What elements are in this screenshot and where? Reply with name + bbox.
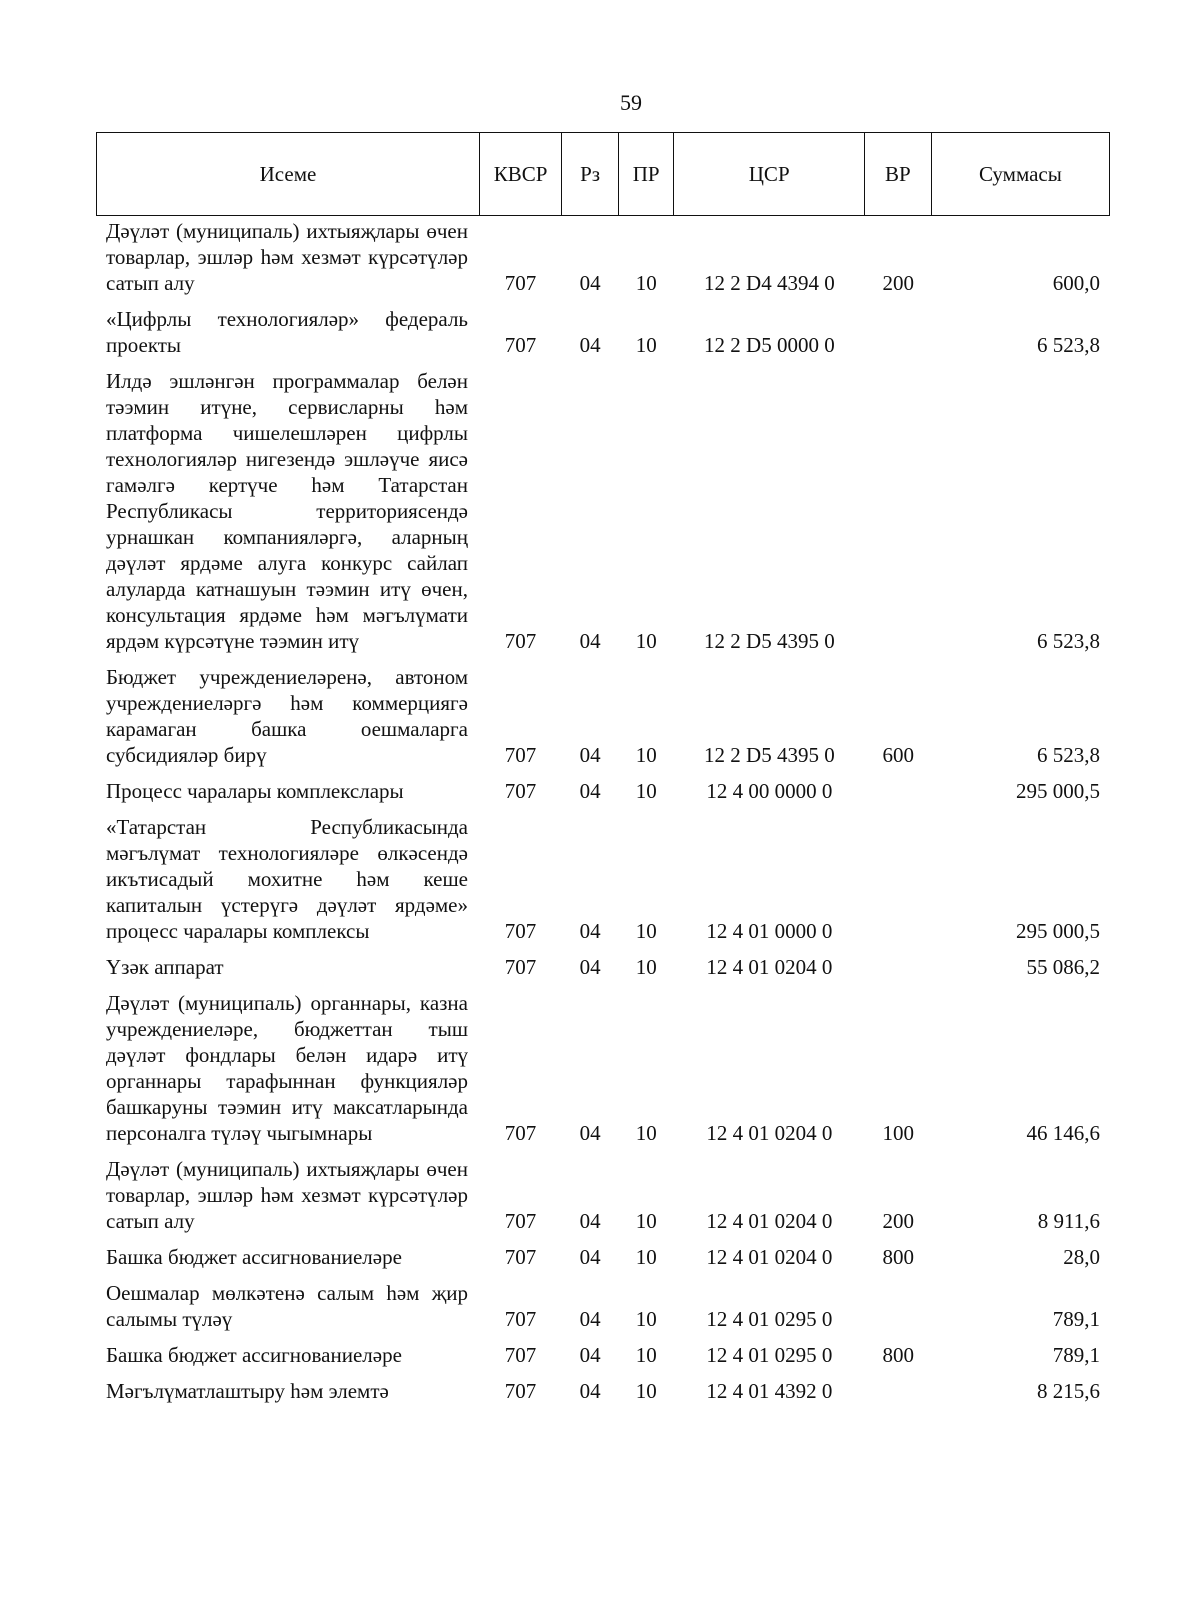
cell-name — [96, 778, 479, 814]
cell-sum: 600,0 — [1052, 271, 1100, 295]
cell-name — [96, 306, 479, 368]
cell-sum: 6 523,8 — [1037, 629, 1100, 653]
cell-pr: 10 — [635, 1209, 657, 1233]
cell-vr: 200 — [882, 271, 914, 295]
cell-kvsr: 707 — [504, 629, 537, 653]
cell-pr: 10 — [635, 1121, 657, 1145]
cell-vr — [865, 1378, 932, 1414]
cell-rz: 04 — [579, 1121, 601, 1145]
cell-sum: 6 523,8 — [1037, 333, 1100, 357]
row-name-text: Мәгълүматлаштыру һәм элемтә — [106, 1379, 389, 1403]
header-kvsr: КВСР — [479, 133, 561, 216]
header-sum: Суммасы — [931, 133, 1109, 216]
table-row — [96, 1156, 1110, 1244]
cell-sum: 28,0 — [1063, 1245, 1100, 1269]
row-name-text: Башка бюджет ассигнованиеләре — [106, 1245, 402, 1269]
cell-rz: 04 — [579, 271, 601, 295]
cell-name — [96, 1378, 479, 1414]
row-name-text: Үзәк аппарат — [106, 955, 224, 979]
cell-name — [96, 1244, 479, 1280]
row-name-text: Процесс чаралары комплекслары — [106, 779, 404, 803]
cell-kvsr: 707 — [504, 271, 537, 295]
cell-name — [96, 814, 479, 954]
cell-vr — [865, 814, 932, 954]
cell-vr: 800 — [882, 1245, 914, 1269]
cell-pr: 10 — [635, 333, 657, 357]
cell-kvsr: 707 — [504, 1245, 537, 1269]
cell-kvsr: 707 — [504, 333, 537, 357]
cell-sum: 295 000,5 — [1016, 779, 1100, 803]
page-number: 59 — [620, 90, 642, 115]
cell-csr: 12 2 D5 4395 0 — [704, 743, 835, 767]
cell-rz: 04 — [579, 1209, 601, 1233]
table-row — [96, 368, 1110, 664]
cell-name — [96, 1342, 479, 1378]
cell-sum: 55 086,2 — [1026, 955, 1100, 979]
row-name-text: Дәүләт (муниципаль) ихтыяҗлары өчен товарлар, эшләр һәм хезмәт күрсәтүләр сатып алу — [106, 1157, 468, 1233]
table-row — [96, 218, 1110, 306]
cell-csr: 12 4 01 0204 0 — [706, 1209, 833, 1233]
cell-csr: 12 2 D5 4395 0 — [704, 629, 835, 653]
cell-kvsr: 707 — [504, 1343, 537, 1367]
cell-kvsr: 707 — [504, 779, 537, 803]
cell-pr: 10 — [635, 743, 657, 767]
cell-csr: 12 4 01 0204 0 — [706, 955, 833, 979]
cell-rz: 04 — [579, 743, 601, 767]
table-body — [96, 218, 1110, 1414]
cell-vr: 200 — [882, 1209, 914, 1233]
cell-csr: 12 4 01 0295 0 — [706, 1343, 833, 1367]
row-name-text: Бюджет учреждениеләренә, автоном учреждениеләргә һәм коммерциягә карамаган башка оешмаларга субсидияләр бирү — [106, 665, 468, 767]
cell-vr — [865, 368, 932, 664]
cell-rz: 04 — [579, 1343, 601, 1367]
table-row — [96, 1378, 1110, 1414]
header-rz: Рз — [562, 133, 619, 216]
cell-kvsr: 707 — [504, 919, 537, 943]
cell-vr: 100 — [882, 1121, 914, 1145]
cell-name — [96, 368, 479, 664]
cell-csr: 12 4 01 0000 0 — [706, 919, 833, 943]
cell-rz: 04 — [579, 779, 601, 803]
cell-vr — [865, 306, 932, 368]
cell-sum: 295 000,5 — [1016, 919, 1100, 943]
cell-kvsr: 707 — [504, 1209, 537, 1233]
cell-pr: 10 — [635, 1245, 657, 1269]
table-row — [96, 306, 1110, 368]
table-row — [96, 1280, 1110, 1342]
cell-pr: 10 — [635, 919, 657, 943]
cell-csr: 12 4 00 0000 0 — [706, 779, 833, 803]
cell-kvsr: 707 — [504, 1307, 537, 1331]
header-pr: ПР — [618, 133, 674, 216]
header-vr: ВР — [864, 133, 931, 216]
row-name-text: «Цифрлы технологияләр» федераль проекты — [106, 307, 468, 357]
cell-pr: 10 — [635, 1379, 657, 1403]
cell-kvsr: 707 — [504, 955, 537, 979]
table-row — [96, 990, 1110, 1156]
table-row — [96, 778, 1110, 814]
cell-kvsr: 707 — [504, 1121, 537, 1145]
cell-pr: 10 — [635, 1343, 657, 1367]
row-name-text: Дәүләт (муниципаль) органнары, казна учреждениеләре, бюджеттан тыш дәүләт фондлары белән идарә итү органнары тарафыннан функцияләр башкаруны тәэмин итү максатларында персоналга түләү чыгымнары — [106, 991, 468, 1145]
cell-pr: 10 — [635, 955, 657, 979]
cell-rz: 04 — [579, 955, 601, 979]
table-row — [96, 1342, 1110, 1378]
cell-name — [96, 990, 479, 1156]
cell-name — [96, 664, 479, 778]
table-row — [96, 664, 1110, 778]
cell-name — [96, 218, 479, 306]
table-row — [96, 954, 1110, 990]
cell-sum: 8 911,6 — [1037, 1209, 1100, 1233]
cell-pr: 10 — [635, 629, 657, 653]
cell-csr: 12 4 01 0295 0 — [706, 1307, 833, 1331]
row-name-text: «Татарстан Республикасында мәгълүмат технологияләре өлкәсендә икътисадый мохитне һәм кеше капиталын үстерүгә дәүләт ярдәме» процесс чаралары комплексы — [106, 815, 468, 943]
table-row — [96, 1244, 1110, 1280]
cell-pr: 10 — [635, 271, 657, 295]
row-name-text: Башка бюджет ассигнованиеләре — [106, 1343, 402, 1367]
cell-csr: 12 2 D5 0000 0 — [704, 333, 835, 357]
cell-rz: 04 — [579, 1307, 601, 1331]
header-csr: ЦСР — [674, 133, 864, 216]
cell-csr: 12 4 01 0204 0 — [706, 1245, 833, 1269]
cell-vr: 800 — [882, 1343, 914, 1367]
cell-rz: 04 — [579, 919, 601, 943]
cell-csr: 12 4 01 4392 0 — [706, 1379, 833, 1403]
cell-pr: 10 — [635, 779, 657, 803]
table-row — [96, 814, 1110, 954]
cell-vr — [865, 778, 932, 814]
cell-rz: 04 — [579, 1245, 601, 1269]
cell-sum: 46 146,6 — [1026, 1121, 1100, 1145]
header-name: Исеме — [97, 133, 480, 216]
cell-name — [96, 1280, 479, 1342]
cell-rz: 04 — [579, 1379, 601, 1403]
cell-kvsr: 707 — [504, 1379, 537, 1403]
cell-name — [96, 954, 479, 990]
cell-sum: 789,1 — [1052, 1307, 1100, 1331]
row-name-text: Дәүләт (муниципаль) ихтыяҗлары өчен товарлар, эшләр һәм хезмәт күрсәтүләр сатып алу — [106, 219, 468, 295]
table-header — [96, 132, 1110, 216]
cell-vr — [865, 1280, 932, 1342]
cell-vr — [865, 954, 932, 990]
cell-csr: 12 2 D4 4394 0 — [704, 271, 835, 295]
cell-sum: 789,1 — [1052, 1343, 1100, 1367]
cell-kvsr: 707 — [504, 743, 537, 767]
cell-pr: 10 — [635, 1307, 657, 1331]
row-name-text: Оешмалар мөлкәтенә салым һәм җир салымы түләү — [106, 1281, 468, 1331]
cell-rz: 04 — [579, 333, 601, 357]
cell-csr: 12 4 01 0204 0 — [706, 1121, 833, 1145]
cell-name — [96, 1156, 479, 1244]
cell-sum: 6 523,8 — [1037, 743, 1100, 767]
cell-sum: 8 215,6 — [1037, 1379, 1100, 1403]
cell-vr: 600 — [882, 743, 914, 767]
row-name-text: Илдә эшләнгән программалар белән тәэмин итүне, сервисларны һәм платформа чишелешләрен цифрлы технологияләр нигезендә эшләүче яисә гамәлгә кертүче һәм Татарстан Республикасы территориясендә урнашкан компанияләргә, аларның дәүләт ярдәме алуга конкурс сайлап алуларда катнашуын тәэмин итү өчен, консультация ярдәме һәм мәгълүмати ярдәм күрсәтүне тәэмин итү — [106, 369, 468, 653]
cell-rz: 04 — [579, 629, 601, 653]
